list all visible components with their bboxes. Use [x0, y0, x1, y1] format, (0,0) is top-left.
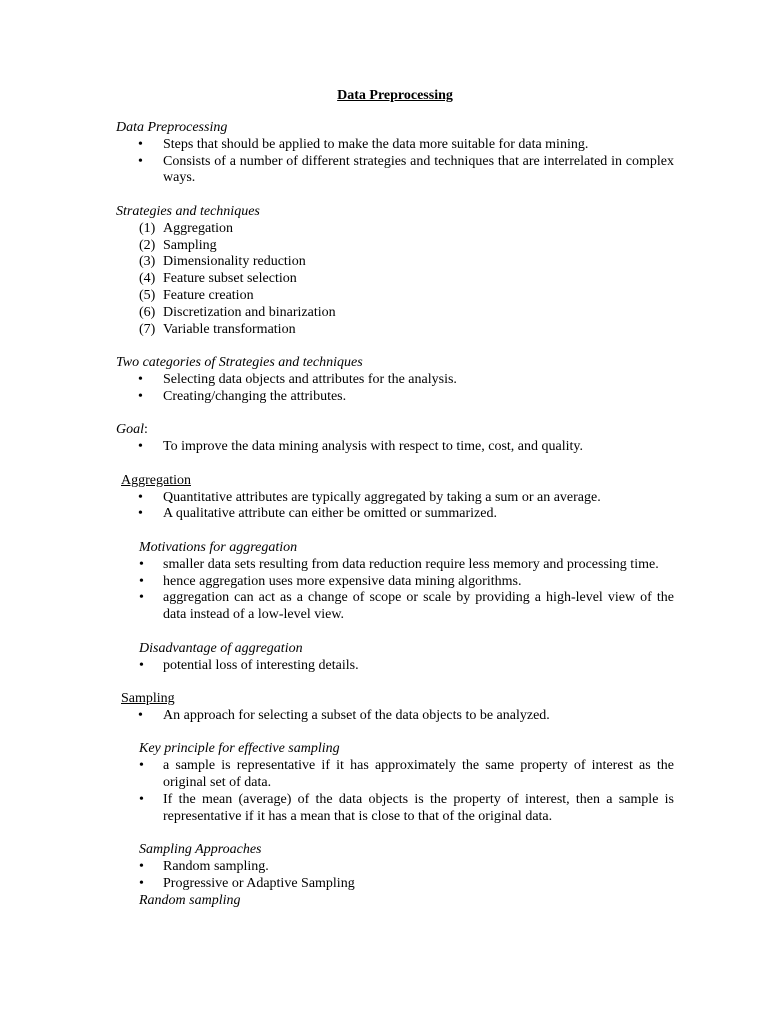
bullet-icon: •	[139, 556, 144, 572]
list-item: (3) Dimensionality reduction	[139, 254, 306, 270]
list-item: (1) Aggregation	[139, 220, 233, 236]
list-item: • If the mean (average) of the data objects is the property of interest, then a sample is representative if it has a mean that is close to that of the original data.	[139, 791, 674, 824]
bullet-icon: •	[139, 758, 144, 774]
page-title: Data Preprocessing	[337, 88, 453, 103]
key-principle-list	[139, 758, 674, 825]
section-heading-sampling: Sampling	[121, 691, 175, 707]
list-item: • a sample is representative if it has approximately the same property of interest as the original set of data.	[139, 758, 674, 791]
list-item: • potential loss of interesting details.	[139, 657, 359, 673]
list-item: • Creating/changing the attributes.	[138, 388, 347, 404]
list-item: • An approach for selecting a subset of the data objects to be analyzed.	[138, 707, 550, 723]
motivations-list	[139, 557, 674, 624]
list-item: • Consists of a number of different strategies and techniques that are interrelated in complex ways.	[138, 153, 674, 186]
list-item: • A qualitative attribute can either be omitted or summarized.	[138, 506, 497, 522]
bullet-icon: •	[138, 153, 143, 169]
section-heading-goal: Goal:	[116, 422, 148, 438]
subheading-disadvantage: Disadvantage of aggregation	[139, 640, 303, 656]
bullet-icon: •	[138, 707, 143, 723]
aggregation-motivations	[116, 540, 674, 674]
bullet-icon: •	[138, 388, 143, 404]
list-item: • smaller data sets resulting from data reduction require less memory and processing time.	[139, 556, 659, 572]
bullet-icon: •	[138, 489, 143, 505]
goal-list	[116, 439, 674, 456]
sampling-details	[116, 741, 674, 909]
section-heading-aggregation: Aggregation	[121, 472, 191, 488]
list-item: • Quantitative attributes are typically aggregated by taking a sum or an average.	[138, 489, 601, 505]
approaches-list	[139, 859, 674, 893]
list-item: • hence aggregation uses more expensive data mining algorithms.	[139, 573, 522, 589]
subheading-key-principle: Key principle for effective sampling	[139, 741, 340, 757]
bullet-icon: •	[139, 657, 144, 673]
categories-list	[116, 372, 674, 406]
list-item: • Random sampling.	[139, 859, 269, 875]
bullet-icon: •	[139, 859, 144, 875]
subheading-random-sampling: Random sampling	[139, 892, 241, 908]
bullet-icon: •	[139, 573, 144, 589]
subheading-motivations: Motivations for aggregation	[139, 539, 298, 555]
list-item: • Steps that should be applied to make the data more suitable for data mining.	[138, 136, 589, 152]
list-item: (2) Sampling	[139, 237, 217, 253]
list-item: • Progressive or Adaptive Sampling	[139, 875, 355, 891]
list-item: • aggregation can act as a change of scope or scale by providing a high-level view of the data instead of a low-level view.	[139, 590, 674, 623]
bullet-icon: •	[138, 136, 143, 152]
list-item: • To improve the data mining analysis with respect to time, cost, and quality.	[138, 439, 583, 455]
bullet-icon: •	[139, 791, 144, 807]
list-item: (7) Variable transformation	[139, 321, 296, 337]
bullet-icon: •	[139, 875, 144, 891]
bullet-icon: •	[138, 439, 143, 455]
intro-list	[116, 137, 674, 187]
sampling-list	[116, 708, 674, 725]
list-item: (4) Feature subset selection	[139, 271, 297, 287]
list-item: (5) Feature creation	[139, 287, 254, 303]
disadvantage-list	[139, 658, 674, 675]
list-item: • Selecting data objects and attributes for the analysis.	[138, 371, 457, 387]
bullet-icon: •	[139, 590, 144, 606]
list-item: (6) Discretization and binarization	[139, 304, 336, 320]
subheading-approaches: Sampling Approaches	[139, 842, 262, 858]
document-body	[116, 120, 674, 909]
section-heading-intro: Data Preprocessing	[116, 120, 228, 135]
aggregation-list	[116, 490, 674, 524]
strategies-list	[116, 221, 674, 339]
section-heading-strategies: Strategies and techniques	[116, 203, 260, 219]
bullet-icon: •	[138, 371, 143, 387]
bullet-icon: •	[138, 506, 143, 522]
section-heading-categories: Two categories of Strategies and techniques	[116, 355, 363, 371]
